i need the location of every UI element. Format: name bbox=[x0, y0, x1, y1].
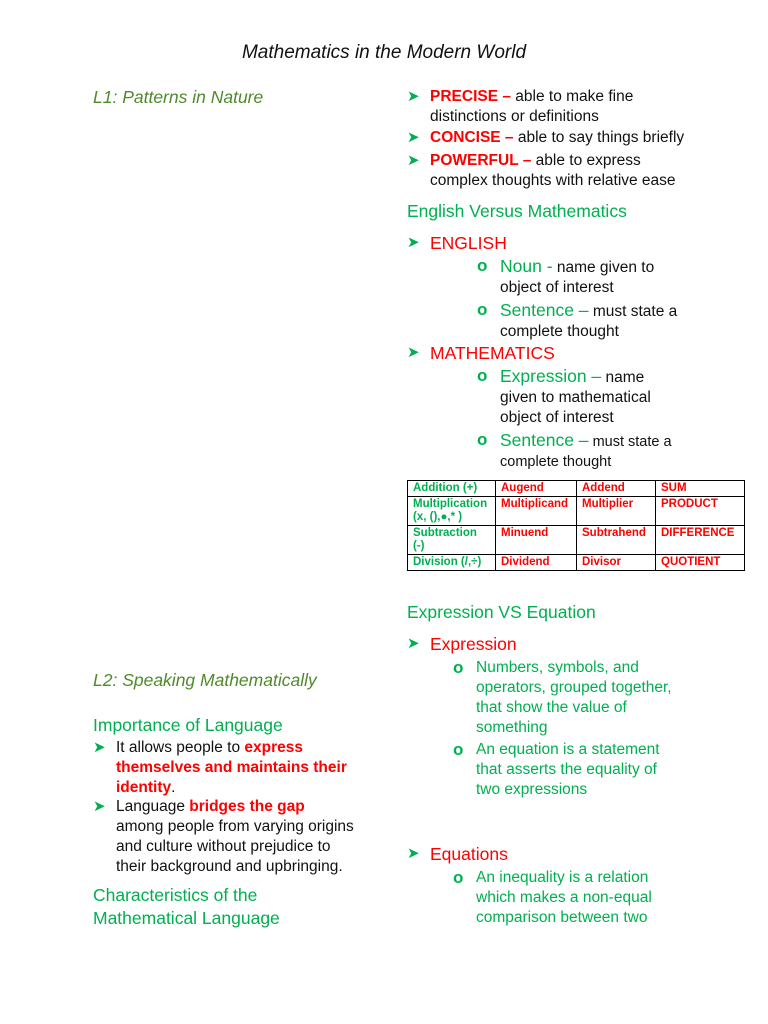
circle-bullet-icon: o bbox=[453, 868, 464, 887]
def-term: Noun - bbox=[500, 256, 553, 276]
table-cell: Dividend bbox=[496, 555, 577, 571]
bullet-emphasis: express themselves and maintains their identity bbox=[116, 739, 347, 796]
circle-bullet-icon: o bbox=[453, 740, 464, 759]
def-desc: name given to mathematical object of interest bbox=[500, 369, 651, 426]
table-cell: Subtraction (-) bbox=[408, 526, 496, 555]
expression-item-1 bbox=[453, 658, 676, 738]
expression-vs-equation-heading: Expression VS Equation bbox=[407, 602, 596, 622]
trait-powerful bbox=[407, 151, 690, 191]
table-cell: Addend bbox=[577, 481, 656, 497]
table-cell: SUM bbox=[656, 481, 745, 497]
expression-item-2 bbox=[453, 740, 666, 800]
table-row bbox=[408, 526, 745, 555]
table-cell: Multiplier bbox=[577, 497, 656, 526]
characteristics-heading: Characteristics of the Mathematical Language bbox=[93, 885, 280, 928]
english-noun bbox=[477, 256, 690, 298]
trait-concise bbox=[407, 128, 690, 148]
trait-term: CONCISE – bbox=[430, 129, 514, 146]
table-row bbox=[408, 481, 745, 497]
english-text: ENGLISH bbox=[430, 233, 507, 253]
item-text: An inequality is a relation which makes a non-equal comparison between two bbox=[476, 869, 652, 926]
circle-bullet-icon: o bbox=[477, 300, 488, 319]
table-cell: Division (/,÷) bbox=[408, 555, 496, 571]
table-cell: Multiplicand bbox=[496, 497, 577, 526]
def-desc: must state a complete thought bbox=[500, 303, 678, 340]
arrow-bullet-icon: ➤ bbox=[407, 845, 420, 862]
def-term: Sentence – bbox=[500, 430, 589, 450]
l2-title: L2: Speaking Mathematically bbox=[93, 670, 317, 690]
circle-bullet-icon: o bbox=[453, 658, 464, 677]
trait-term: PRECISE – bbox=[430, 88, 511, 105]
importance-bullet-2 bbox=[93, 797, 356, 877]
def-term: Expression – bbox=[500, 366, 602, 386]
arrow-bullet-icon: ➤ bbox=[407, 129, 420, 146]
trait-precise bbox=[407, 87, 690, 127]
l1-title: L1: Patterns in Nature bbox=[93, 87, 264, 107]
document-title: Mathematics in the Modern World bbox=[241, 42, 527, 63]
math-text: MATHEMATICS bbox=[430, 343, 555, 363]
trait-desc: able to make fine distinctions or definitions bbox=[430, 88, 634, 125]
def-term: Sentence – bbox=[500, 300, 589, 320]
english-label bbox=[407, 233, 507, 255]
item-text: An equation is a statement that asserts the equality of two expressions bbox=[476, 741, 660, 798]
table-row bbox=[408, 555, 745, 571]
arrow-bullet-icon: ➤ bbox=[407, 344, 420, 361]
bullet-emphasis: bridges the gap bbox=[189, 798, 305, 815]
trait-desc: able to express complex thoughts with relative ease bbox=[430, 152, 676, 189]
english-vs-math-heading: English Versus Mathematics bbox=[407, 201, 627, 221]
table-cell: Minuend bbox=[496, 526, 577, 555]
table-cell: Multiplication (x, (),●,* ) bbox=[408, 497, 496, 526]
importance-heading: Importance of Language bbox=[93, 715, 283, 735]
arrow-bullet-icon: ➤ bbox=[407, 635, 420, 652]
trait-desc: able to say things briefly bbox=[513, 129, 685, 146]
table-row bbox=[408, 497, 745, 526]
arrow-bullet-icon: ➤ bbox=[407, 88, 420, 105]
circle-bullet-icon: o bbox=[477, 366, 488, 385]
def-desc: name given to object of interest bbox=[500, 259, 655, 296]
bullet-text: It allows people to bbox=[116, 739, 245, 756]
arrow-bullet-icon: ➤ bbox=[93, 798, 106, 815]
arrow-bullet-icon: ➤ bbox=[407, 152, 420, 169]
bullet-text-end: . bbox=[171, 779, 176, 796]
circle-bullet-icon: o bbox=[477, 430, 488, 449]
importance-bullet-1 bbox=[93, 738, 356, 798]
equations-item-1 bbox=[453, 868, 666, 928]
arrow-bullet-icon: ➤ bbox=[93, 739, 106, 756]
def-desc: must state a complete thought bbox=[500, 434, 672, 470]
english-sentence bbox=[477, 300, 690, 342]
expression-text: Expression bbox=[430, 634, 517, 654]
bullet-text-end: among people from varying origins and culture without prejudice to their background and upbringing. bbox=[116, 818, 354, 875]
equations-label bbox=[407, 844, 508, 866]
math-sentence bbox=[477, 430, 690, 472]
arrow-bullet-icon: ➤ bbox=[407, 234, 420, 251]
math-label bbox=[407, 343, 555, 365]
table-cell: DIFFERENCE bbox=[656, 526, 745, 555]
table-cell: QUOTIENT bbox=[656, 555, 745, 571]
circle-bullet-icon: o bbox=[477, 256, 488, 275]
table-cell: Augend bbox=[496, 481, 577, 497]
table-cell: PRODUCT bbox=[656, 497, 745, 526]
table-cell: Divisor bbox=[577, 555, 656, 571]
trait-term: POWERFUL – bbox=[430, 152, 532, 169]
math-expression bbox=[477, 366, 680, 428]
expression-label bbox=[407, 634, 517, 656]
bullet-text: Language bbox=[116, 798, 190, 815]
table-cell: Addition (+) bbox=[408, 481, 496, 497]
item-text: Numbers, symbols, and operators, grouped together, that show the value of something bbox=[476, 659, 672, 736]
operations-table bbox=[407, 480, 745, 571]
table-cell: Subtrahend bbox=[577, 526, 656, 555]
equations-text: Equations bbox=[430, 844, 508, 864]
